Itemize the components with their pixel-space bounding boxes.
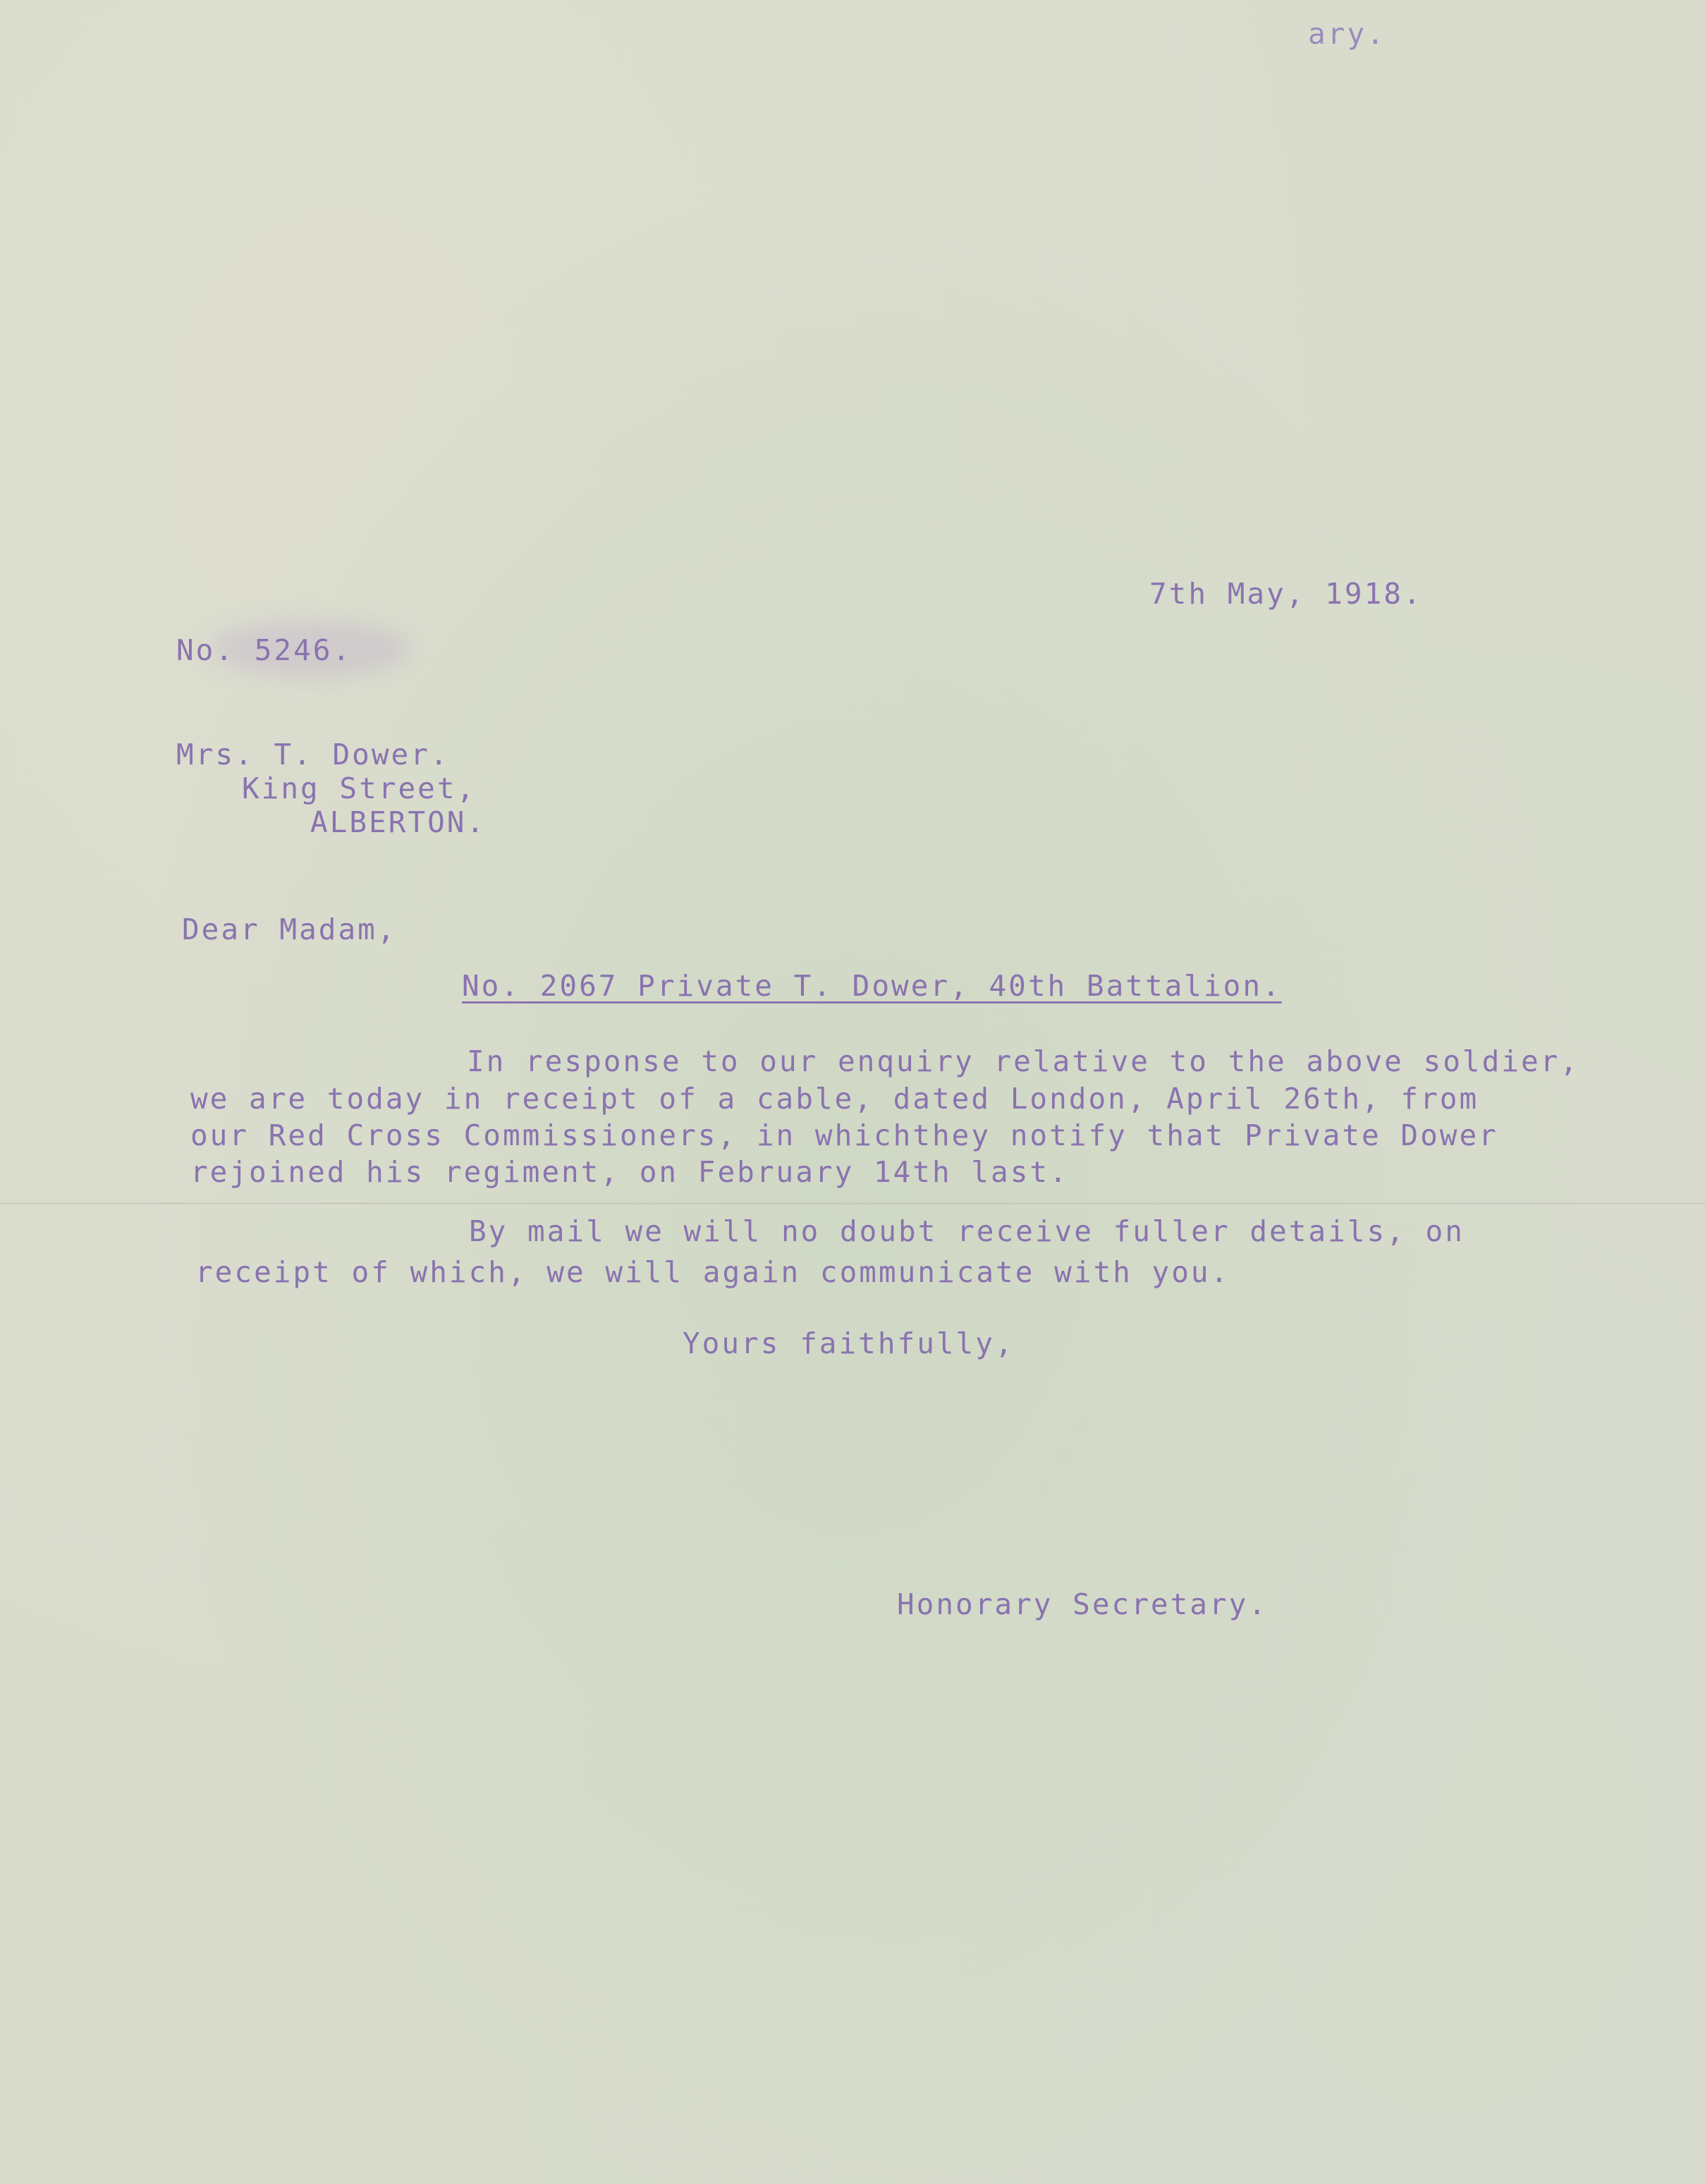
reference-number: No. 5246. [176, 633, 353, 667]
body-line: In response to our enquiry relative to the above soldier, [467, 1044, 1579, 1078]
recipient-name: Mrs. T. Dower. [176, 738, 450, 771]
top-fragment-text: ary. [1308, 17, 1386, 51]
body-line: our Red Cross Commissioners, in whichthey notify that Private Dower [190, 1118, 1498, 1152]
recipient-street: King Street, [242, 771, 477, 805]
recipient-town: ALBERTON. [310, 805, 487, 839]
body-line: By mail we will no doubt receive fuller details, on [469, 1214, 1465, 1248]
paper-fold-line [0, 1202, 1705, 1204]
letter-date: 7th May, 1918. [1149, 577, 1423, 611]
signatory-title: Honorary Secretary. [897, 1587, 1268, 1621]
subject-line: No. 2067 Private T. Dower, 40th Battalion. [462, 969, 1282, 1003]
body-line: rejoined his regiment, on February 14th last. [190, 1155, 1069, 1189]
closing: Yours faithfully, [683, 1326, 1015, 1360]
salutation: Dear Madam, [182, 913, 397, 946]
body-line: we are today in receipt of a cable, dated London, April 26th, from [190, 1082, 1479, 1116]
body-line: receipt of which, we will again communicate with you. [195, 1255, 1230, 1289]
